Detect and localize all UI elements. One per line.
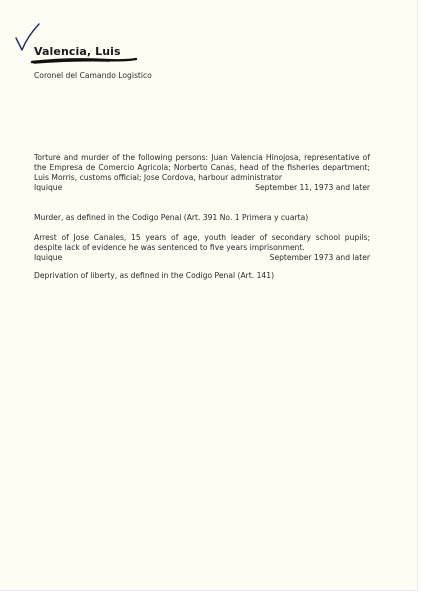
entry-3-text: Arrest of Jose Canales, 15 years of age, youth leader of secondary school pupils; despite lack of evidence he was sentenced to five years imprisonment.: [34, 233, 370, 252]
entry-1-date: September 11, 1973 and later: [255, 183, 370, 192]
entry-2-text: Murder, as defined in the Codigo Penal (Art. 391 No. 1 Primera y cuarta): [34, 213, 309, 222]
entry-1-place-date: [34, 183, 370, 193]
entry-2: [34, 213, 370, 223]
person-rank: Coronel del Camando Logistico: [34, 71, 152, 80]
entry-4: [34, 271, 370, 281]
entry-1-place: Iquique: [34, 183, 63, 192]
entry-1-text: Torture and murder of the following persons: Juan Valencia Hinojosa, representative of the Empresa de Comercio Agricola; Norberto Canas, head of the fisheries department; Luis Morris, customs official; Jose Cordova, harbour administrator: [34, 153, 370, 182]
person-name: Valencia, Luis: [34, 45, 121, 58]
entry-4-text: Deprivation of liberty, as defined in the Codigo Penal (Art. 141): [34, 271, 275, 280]
entry-1: [34, 153, 370, 193]
handwritten-underline: [30, 55, 140, 67]
entry-3-place: Iquique: [34, 253, 63, 262]
entry-3-place-date: [34, 253, 370, 263]
entry-3-date: September 1973 and later: [269, 253, 370, 262]
entry-3: [34, 233, 370, 263]
